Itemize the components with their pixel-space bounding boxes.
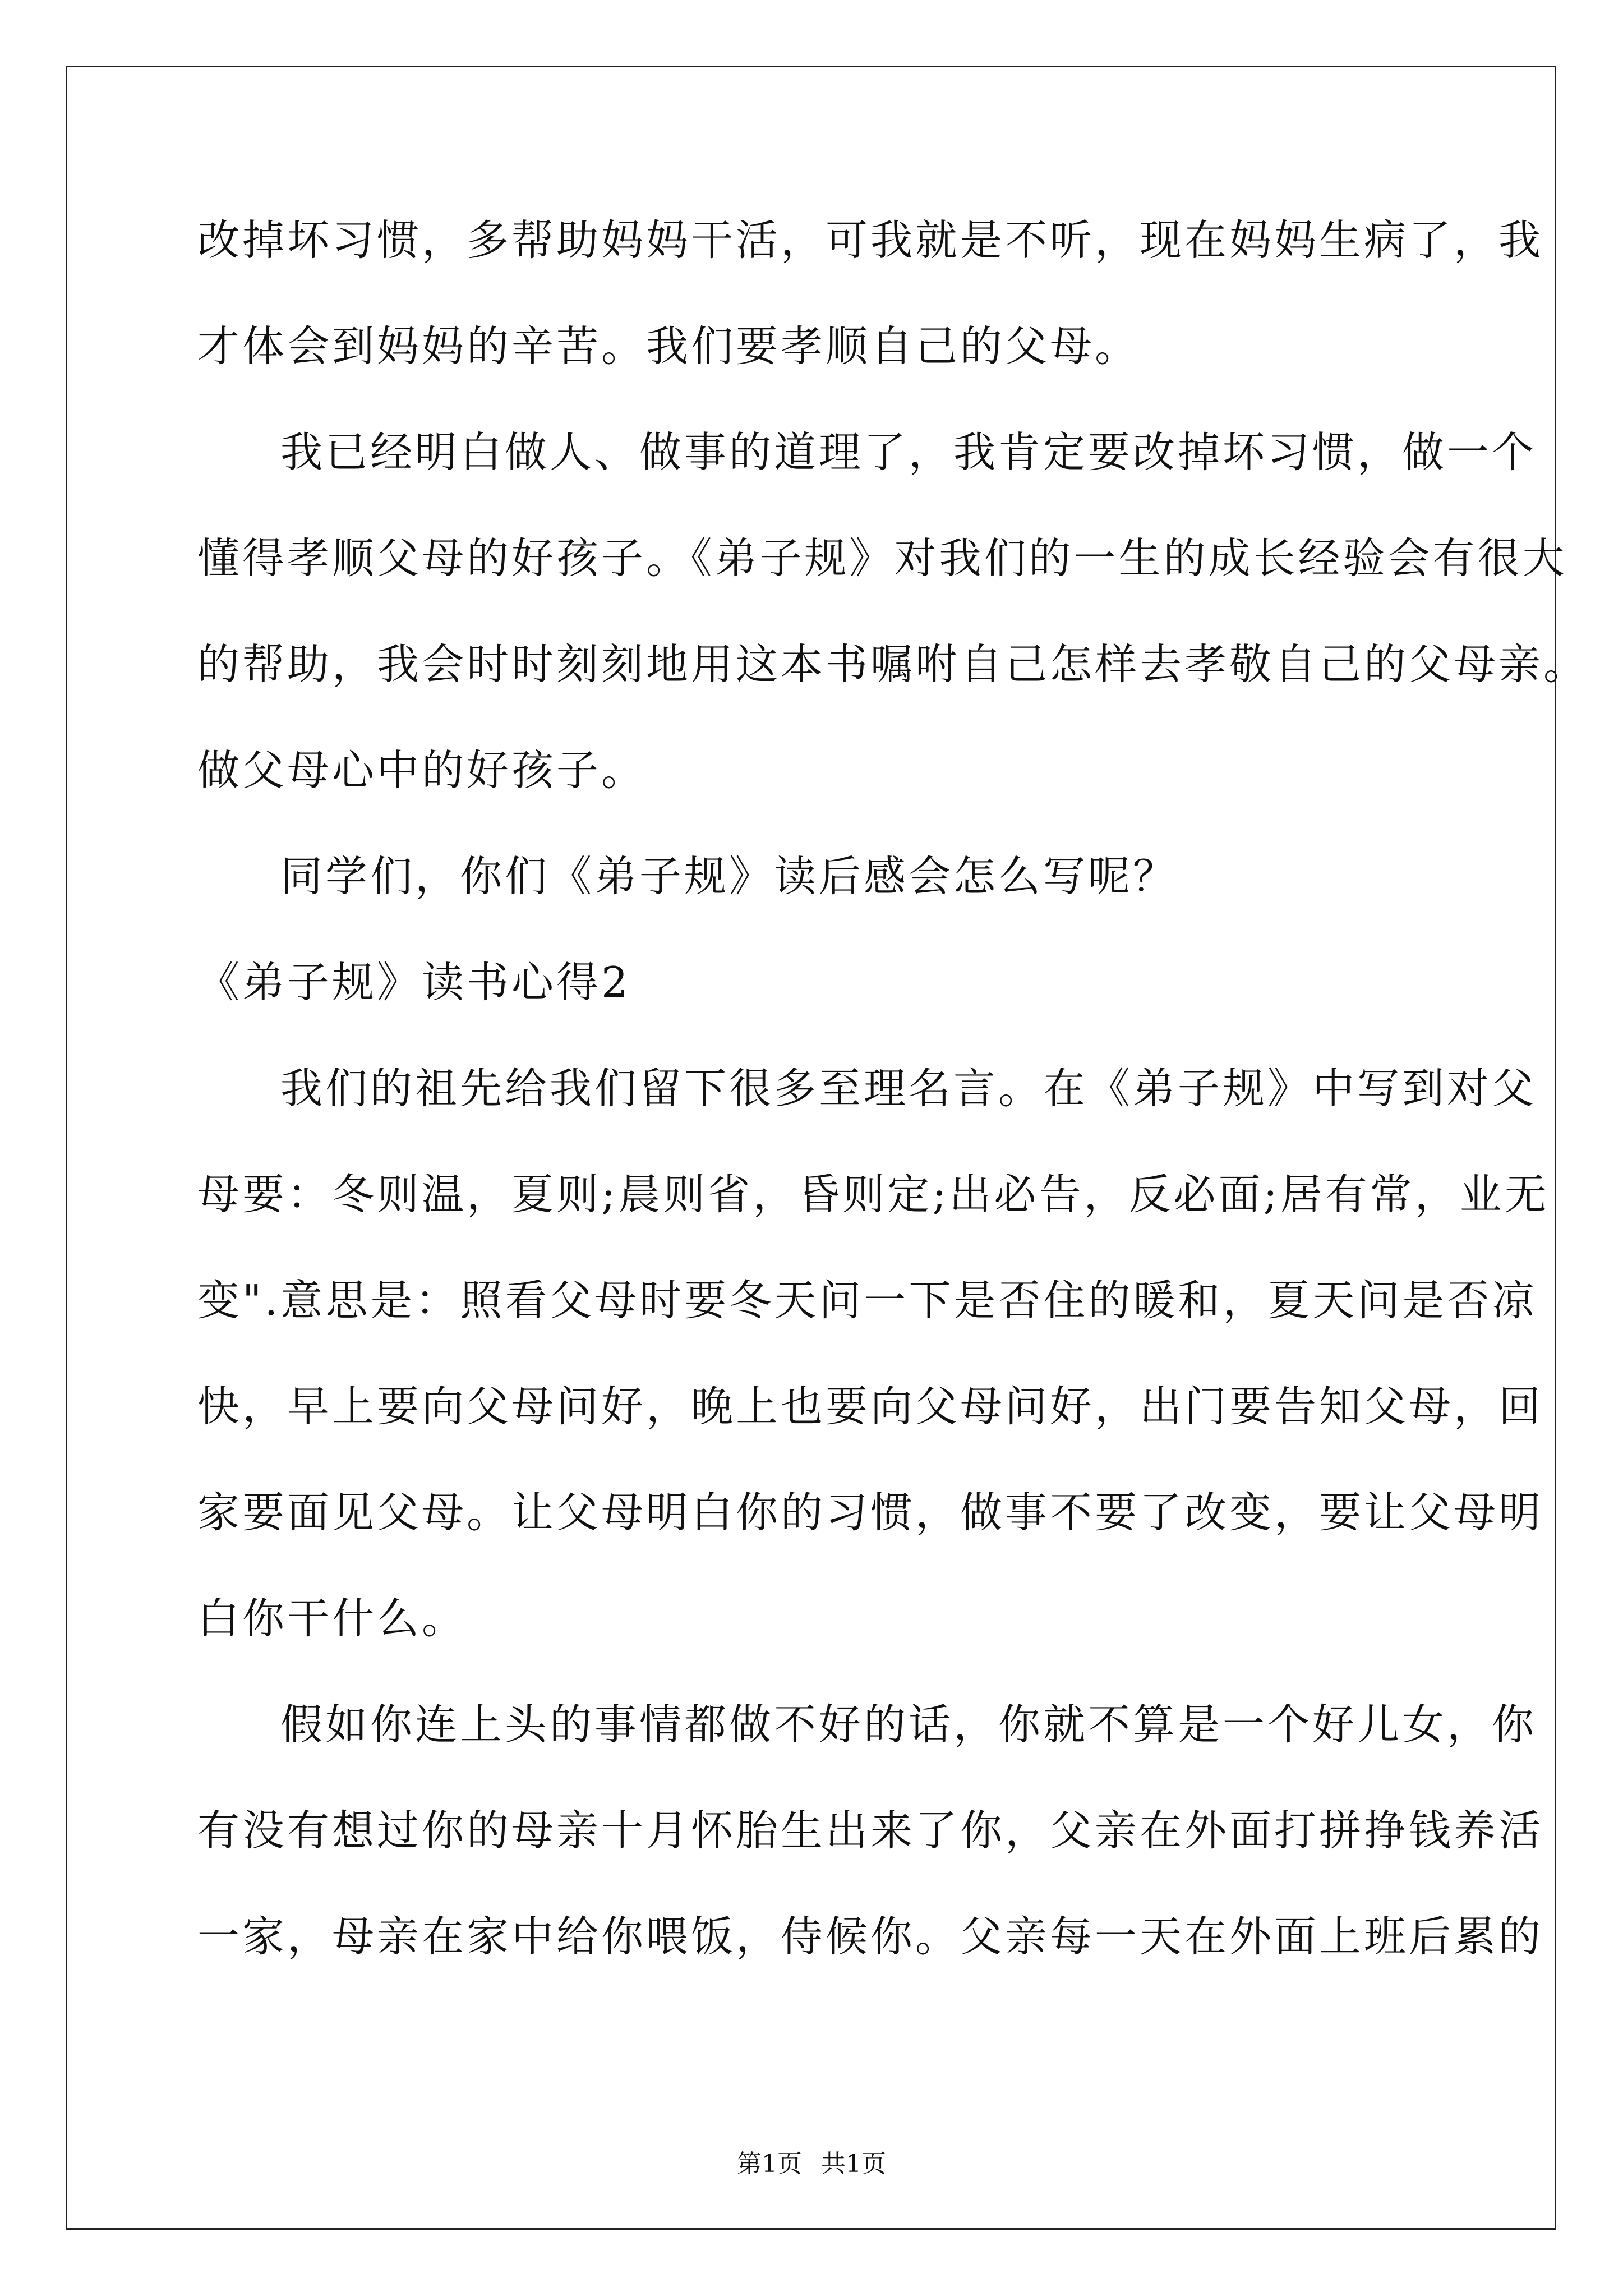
paragraph-start: 同学们，你们《弟子规》读后感会怎么写呢？	[280, 852, 1178, 901]
text-line: 才体会到妈妈的辛苦。我们要孝顺自己的父母。	[197, 321, 1140, 371]
paragraph-start: 我已经明白做人、做事的道理了，我肯定要改掉坏习惯，做一个	[280, 427, 1537, 477]
page-number: 第1页	[737, 2150, 802, 2178]
text-line: 有没有想过你的母亲十月怀胎生出来了你，父亲在外面打拼挣钱养活	[197, 1806, 1544, 1855]
page-total: 共1页	[821, 2150, 886, 2178]
page-footer	[0, 2147, 1623, 2181]
text-line: 变".意思是：照看父母时要冬天问一下是否住的暖和，夏天问是否凉	[197, 1276, 1537, 1325]
paragraph-start: 我们的祖先给我们留下很多至理名言。在《弟子规》中写到对父	[280, 1064, 1537, 1113]
text-line: 快，早上要向父母问好，晚上也要向父母问好，出门要告知父母，回	[197, 1382, 1544, 1431]
paragraph-start: 假如你连上头的事情都做不好的话，你就不算是一个好儿女，你	[280, 1700, 1537, 1749]
text-line: 白你干什么。	[197, 1594, 467, 1643]
page-border	[66, 66, 1556, 2230]
text-line: 做父母心中的好孩子。	[197, 746, 647, 795]
text-line: 的帮助，我会时时刻刻地用这本书嘱咐自己怎样去孝敬自己的父母亲。	[197, 639, 1589, 689]
text-line: 改掉坏习惯，多帮助妈妈干活，可我就是不听，现在妈妈生病了，我	[197, 215, 1544, 265]
text-line: 一家，母亲在家中给你喂饭，侍候你。父亲每一天在外面上班后累的	[197, 1912, 1544, 1961]
text-line: 母要：冬则温，夏则;晨则省，昏则定;出必告，反必面;居有常，业无	[197, 1170, 1550, 1219]
text-line: 懂得孝顺父母的好孩子。《弟子规》对我们的一生的成长经验会有很大	[197, 533, 1567, 583]
text-line: 家要面见父母。让父母明白你的习惯，做事不要了改变，要让父母明	[197, 1488, 1544, 1537]
section-heading: 《弟子规》读书心得2	[197, 958, 631, 1007]
